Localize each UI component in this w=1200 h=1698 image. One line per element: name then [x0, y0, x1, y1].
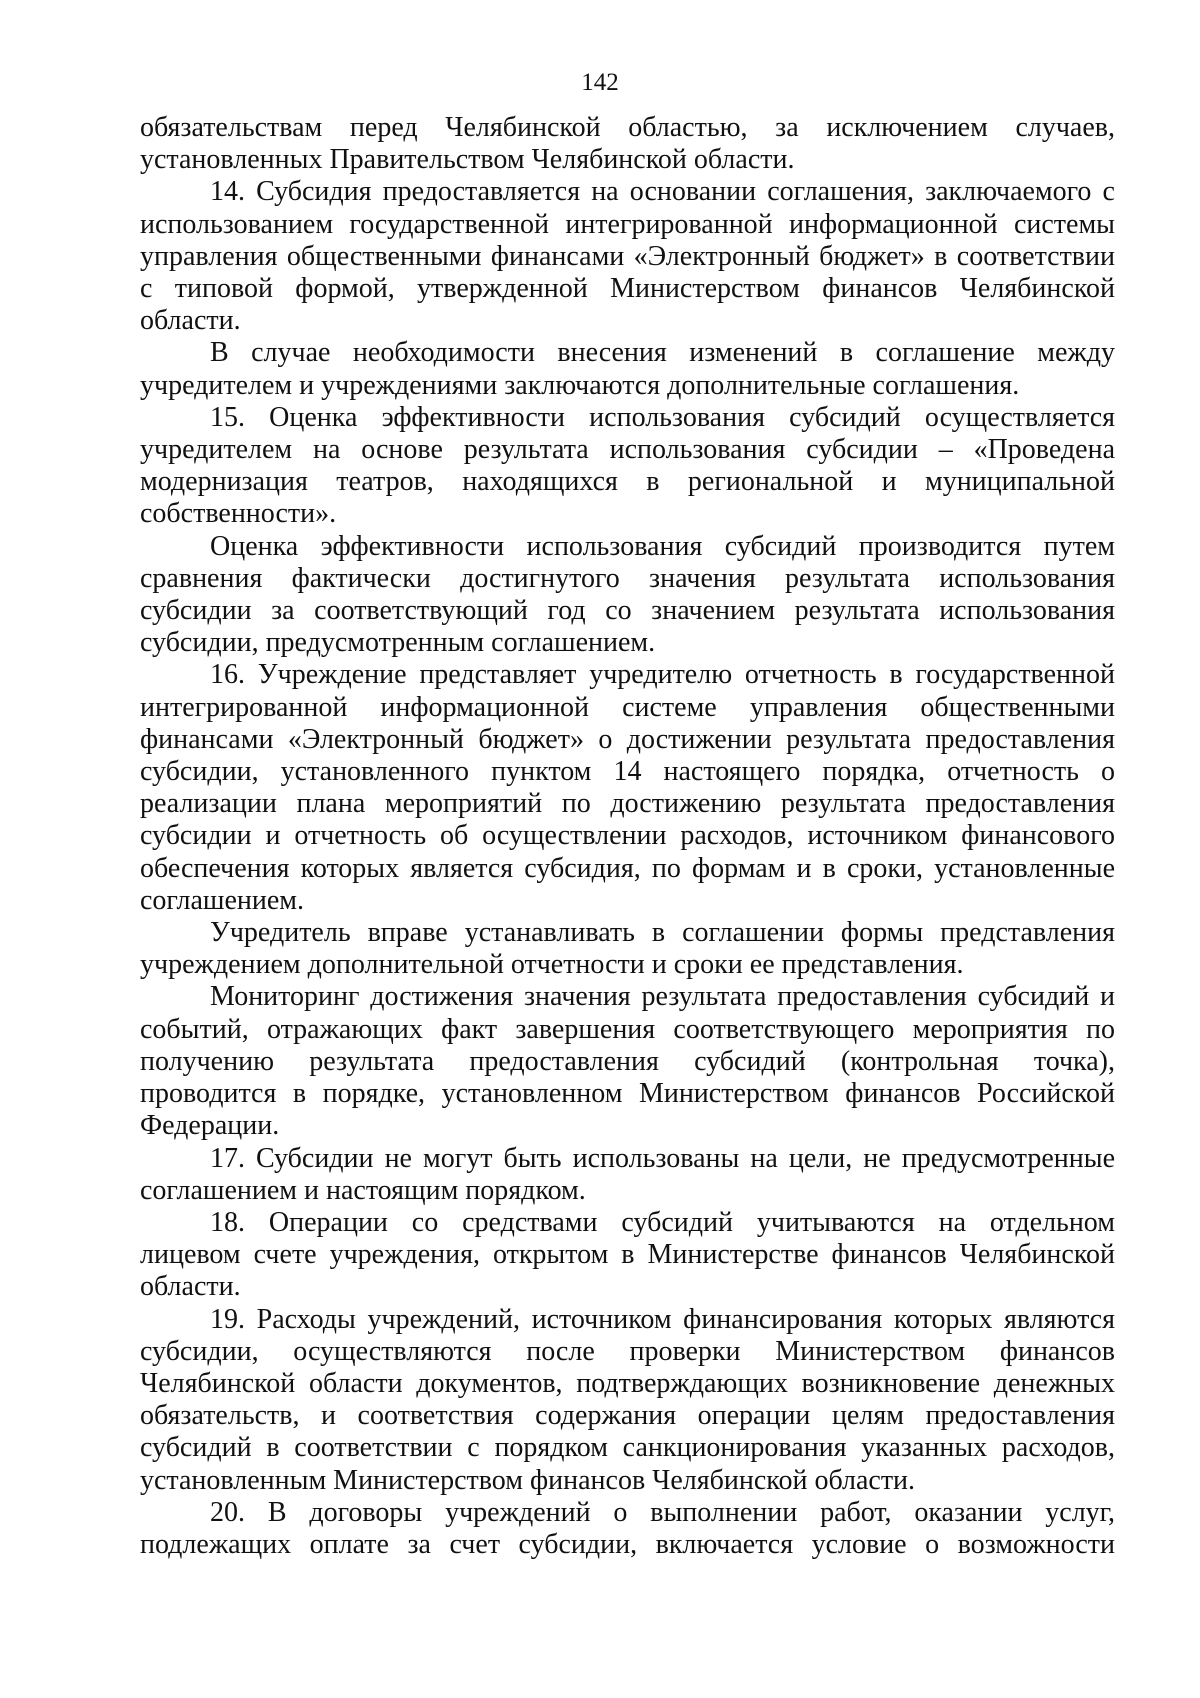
- text-line: субсидии, установленного пунктом 14 настоящего порядка, отчетность о: [140, 756, 1115, 788]
- text-line: субсидии за соответствующий год со значением результата использования: [140, 595, 1115, 627]
- paragraph: [140, 402, 1115, 531]
- text-line: с типовой формой, утвержденной Министерством финансов Челябинской: [140, 273, 1115, 305]
- text-line: финансами «Электронный бюджет» о достижении результата предоставления: [140, 723, 1115, 755]
- paragraph: [140, 917, 1115, 981]
- text-line: проводится в порядке, установленном Министерством финансов Российской: [140, 1078, 1115, 1110]
- text-line: 16. Учреждение представляет учредителю отчетность в государственной: [210, 659, 1115, 691]
- text-line: В случае необходимости внесения изменений в соглашение между: [210, 337, 1115, 369]
- text-line: управления общественными финансами «Электронный бюджет» в соответствии: [140, 240, 1115, 272]
- document-body: [140, 112, 1115, 1561]
- text-line: субсидии, предусмотренным соглашением.: [140, 627, 656, 659]
- text-line: субсидий в соответствии с порядком санкционирования указанных расходов,: [140, 1432, 1115, 1464]
- paragraph: [140, 176, 1115, 337]
- text-line: сравнения фактически достигнутого значения результата использования: [140, 562, 1115, 594]
- text-line: Оценка эффективности использования субсидий производится путем: [210, 530, 1115, 562]
- text-line: учредителем на основе результата использования субсидии – «Проведена: [140, 434, 1115, 466]
- text-line: 14. Субсидия предоставляется на основании соглашения, заключаемого с: [210, 176, 1115, 208]
- paragraph: [140, 1497, 1115, 1561]
- text-line: Федерации.: [140, 1110, 280, 1142]
- text-line: учреждением дополнительной отчетности и сроки ее представления.: [140, 949, 964, 981]
- text-line: субсидии, осуществляются после проверки Министерством финансов: [140, 1335, 1115, 1367]
- text-line: области.: [140, 1271, 241, 1303]
- paragraph: [140, 531, 1115, 660]
- text-line: установленным Министерством финансов Челябинской области.: [140, 1464, 916, 1496]
- text-line: области.: [140, 305, 241, 337]
- text-line: собственности».: [140, 498, 337, 530]
- text-line: интегрированной информационной системе управления общественными: [140, 691, 1115, 723]
- text-line: событий, отражающих факт завершения соответствующего мероприятия по: [140, 1013, 1115, 1045]
- paragraph: [140, 981, 1115, 1142]
- text-line: обязательствам перед Челябинской областью, за исключением случаев,: [140, 112, 1115, 143]
- text-line: учредителем и учреждениями заключаются дополнительные соглашения.: [140, 369, 1020, 401]
- paragraph: [140, 1304, 1115, 1497]
- text-line: обязательств, и соответствия содержания операции целям предоставления: [140, 1400, 1115, 1432]
- text-line: Челябинской области документов, подтверждающих возникновение денежных: [140, 1367, 1115, 1399]
- paragraph: [140, 1143, 1115, 1207]
- paragraph: [140, 659, 1115, 917]
- text-line: реализации плана мероприятий по достижению результата предоставления: [140, 788, 1115, 820]
- text-line: установленных Правительством Челябинской области.: [140, 144, 795, 176]
- text-line: получению результата предоставления субсидий (контрольная точка),: [140, 1045, 1115, 1077]
- text-line: 20. В договоры учреждений о выполнении работ, оказании услуг,: [210, 1496, 1115, 1528]
- text-line: модернизация театров, находящихся в региональной и муниципальной: [140, 466, 1115, 498]
- text-line: субсидии и отчетность об осуществлении расходов, источником финансового: [140, 820, 1115, 852]
- text-line: Мониторинг достижения значения результата предоставления субсидий и: [210, 981, 1115, 1013]
- text-line: соглашением.: [140, 884, 304, 916]
- text-line: 15. Оценка эффективности использования субсидий осуществляется: [210, 401, 1115, 433]
- text-line: использованием государственной интегрированной информационной системы: [140, 208, 1115, 240]
- text-line: лицевом счете учреждения, открытом в Министерстве финансов Челябинской: [140, 1239, 1115, 1271]
- text-line: подлежащих оплате за счет субсидии, включается условие о возможности: [140, 1528, 1115, 1560]
- text-line: Учредитель вправе устанавливать в соглашении формы представления: [210, 917, 1115, 949]
- page-number: 142: [581, 69, 619, 96]
- paragraph: [140, 337, 1115, 401]
- text-line: 18. Операции со средствами субсидий учитываются на отдельном: [210, 1206, 1115, 1238]
- text-line: 19. Расходы учреждений, источником финансирования которых являются: [210, 1303, 1115, 1335]
- text-line: обеспечения которых является субсидия, по формам и в сроки, установленные: [140, 852, 1115, 884]
- paragraph: [140, 1207, 1115, 1304]
- text-line: 17. Субсидии не могут быть использованы на цели, не предусмотренные: [210, 1142, 1115, 1174]
- paragraph: [140, 112, 1115, 176]
- text-line: соглашением и настоящим порядком.: [140, 1174, 586, 1206]
